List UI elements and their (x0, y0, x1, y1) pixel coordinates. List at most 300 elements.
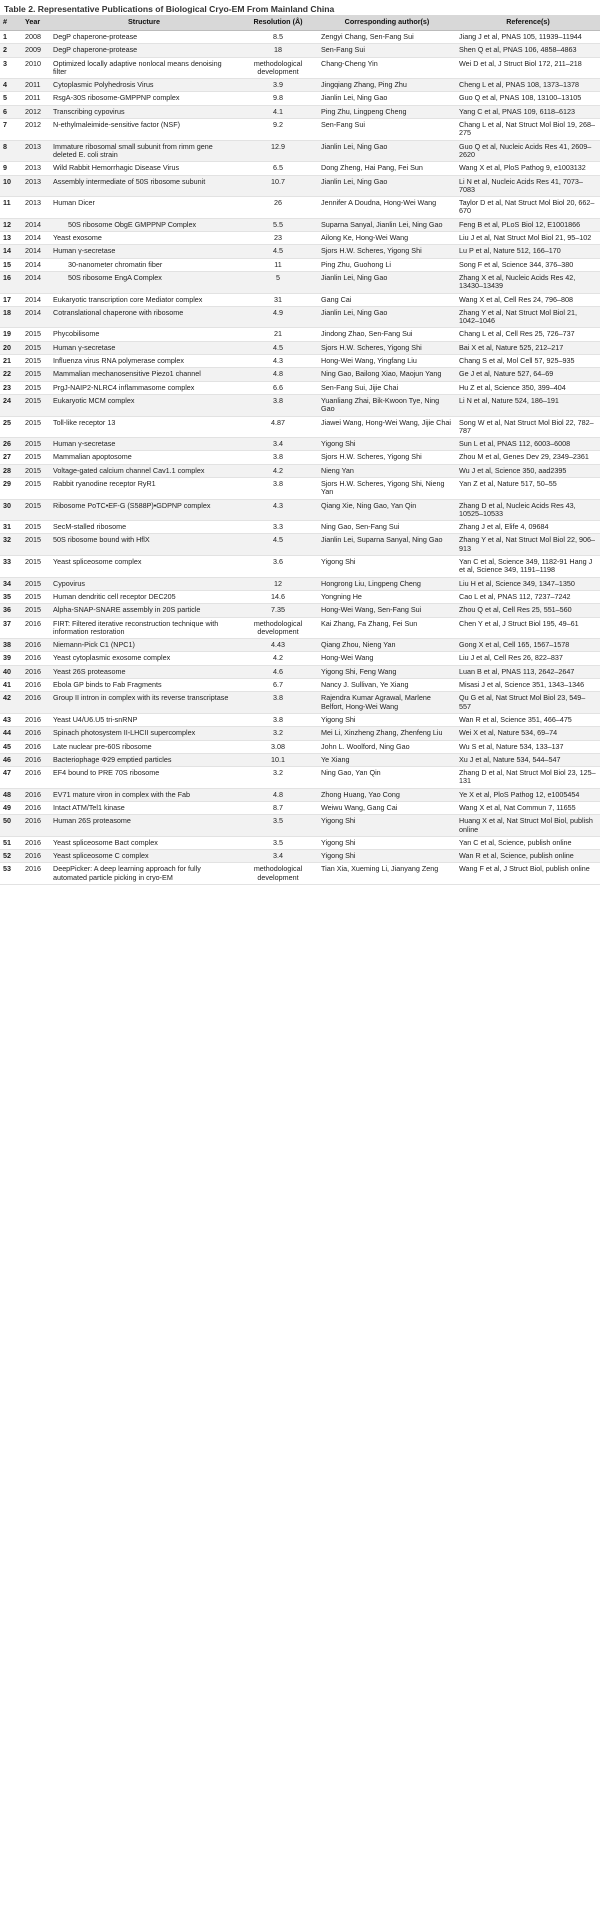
row-resolution: 4.6 (238, 665, 318, 678)
row-resolution: 10.7 (238, 175, 318, 197)
row-reference: Sun L et al, PNAS 112, 6003–6008 (456, 438, 600, 451)
row-number: 1 (0, 31, 22, 44)
row-resolution: 5 (238, 271, 318, 293)
table-row (0, 802, 600, 815)
row-authors: Jianlin Lei, Ning Gao (318, 140, 456, 162)
row-year: 2016 (22, 788, 50, 801)
row-resolution: 3.8 (238, 477, 318, 499)
row-reference: Taylor D et al, Nat Struct Mol Biol 20, 662–670 (456, 197, 600, 219)
row-structure: 50S ribosome bound with HflX (50, 534, 238, 556)
row-reference: Chang L et al, Cell Res 25, 726–737 (456, 328, 600, 341)
row-structure: Influenza virus RNA polymerase complex (50, 355, 238, 368)
row-structure: Immature ribosomal small subunit from rimm gene deleted E. coli strain (50, 140, 238, 162)
header-year: Year (22, 15, 50, 31)
row-year: 2016 (22, 639, 50, 652)
row-year: 2012 (22, 119, 50, 141)
row-structure: DegP chaperone-protease (50, 44, 238, 57)
row-structure: Human γ-secretase (50, 341, 238, 354)
row-number: 24 (0, 394, 22, 416)
row-authors: Sen-Fang Sui (318, 44, 456, 57)
row-year: 2015 (22, 381, 50, 394)
row-number: 6 (0, 105, 22, 118)
row-year: 2015 (22, 464, 50, 477)
row-authors: Gang Cai (318, 293, 456, 306)
row-year: 2008 (22, 31, 50, 44)
row-structure: 30-nanometer chromatin fiber (50, 258, 238, 271)
row-number: 42 (0, 692, 22, 714)
row-year: 2016 (22, 753, 50, 766)
header-reference: Reference(s) (456, 15, 600, 31)
table-row (0, 740, 600, 753)
row-resolution: 9.8 (238, 92, 318, 105)
row-year: 2016 (22, 692, 50, 714)
row-resolution: 4.2 (238, 652, 318, 665)
table-row (0, 451, 600, 464)
row-structure: Cotranslational chaperone with ribosome (50, 306, 238, 328)
header-authors: Corresponding author(s) (318, 15, 456, 31)
row-authors: Yuanliang Zhai, Bik-Kwoon Tye, Ning Gao (318, 394, 456, 416)
row-structure: FIRT: Filtered iterative reconstruction technique with information restoration (50, 617, 238, 639)
row-number: 2 (0, 44, 22, 57)
table-row (0, 218, 600, 231)
row-number: 36 (0, 604, 22, 617)
row-resolution: 12.9 (238, 140, 318, 162)
row-year: 2014 (22, 258, 50, 271)
row-resolution: 3.2 (238, 727, 318, 740)
row-structure: Group II intron in complex with its reverse transcriptase (50, 692, 238, 714)
row-number: 49 (0, 802, 22, 815)
table-row (0, 850, 600, 863)
row-authors: Hong-Wei Wang (318, 652, 456, 665)
row-year: 2016 (22, 679, 50, 692)
table-row (0, 713, 600, 726)
table-row (0, 140, 600, 162)
row-reference: Song W et al, Nat Struct Mol Biol 22, 782–787 (456, 416, 600, 438)
row-structure: Ribosome PoTC•EF-G (S588P)•GDPNP complex (50, 499, 238, 521)
row-reference: Wan R et al, Science 351, 466–475 (456, 713, 600, 726)
table-row (0, 162, 600, 175)
row-number: 10 (0, 175, 22, 197)
row-number: 12 (0, 218, 22, 231)
row-structure: Mammalian apoptosome (50, 451, 238, 464)
row-year: 2010 (22, 57, 50, 79)
row-structure: EV71 mature viron in complex with the Fab (50, 788, 238, 801)
table-row (0, 679, 600, 692)
row-authors: Chang-Cheng Yin (318, 57, 456, 79)
row-authors: Ning Gao, Sen-Fang Sui (318, 521, 456, 534)
row-reference: Luan B et al, PNAS 113, 2642–2647 (456, 665, 600, 678)
row-authors: Mei Li, Xinzheng Zhang, Zhenfeng Liu (318, 727, 456, 740)
row-authors: Nancy J. Sullivan, Ye Xiang (318, 679, 456, 692)
row-year: 2015 (22, 451, 50, 464)
row-number: 23 (0, 381, 22, 394)
row-structure: Yeast 26S proteasome (50, 665, 238, 678)
table-row (0, 175, 600, 197)
row-reference: Wang X et al, Cell Res 24, 796–808 (456, 293, 600, 306)
row-number: 44 (0, 727, 22, 740)
table-row (0, 341, 600, 354)
row-number: 22 (0, 368, 22, 381)
row-year: 2015 (22, 416, 50, 438)
row-authors: Dong Zheng, Hai Pang, Fei Sun (318, 162, 456, 175)
row-resolution: 3.9 (238, 79, 318, 92)
table-row (0, 438, 600, 451)
row-reference: Qu G et al, Nat Struct Mol Biol 23, 549–557 (456, 692, 600, 714)
row-structure: Ebola GP binds to Fab Fragments (50, 679, 238, 692)
row-reference: Misasi J et al, Science 351, 1343–1346 (456, 679, 600, 692)
row-resolution: 4.8 (238, 788, 318, 801)
row-reference: Lu P et al, Nature 512, 166–170 (456, 245, 600, 258)
row-year: 2016 (22, 727, 50, 740)
row-authors: Yigong Shi (318, 556, 456, 578)
row-year: 2015 (22, 534, 50, 556)
row-resolution: 10.1 (238, 753, 318, 766)
row-resolution: 23 (238, 232, 318, 245)
row-number: 45 (0, 740, 22, 753)
table-row (0, 232, 600, 245)
row-resolution: 3.6 (238, 556, 318, 578)
row-resolution: 3.08 (238, 740, 318, 753)
row-resolution: 26 (238, 197, 318, 219)
row-number: 26 (0, 438, 22, 451)
row-resolution: 3.4 (238, 438, 318, 451)
table-row (0, 604, 600, 617)
row-structure: Optimized locally adaptive nonlocal means denoising filter (50, 57, 238, 79)
row-resolution: 4.2 (238, 464, 318, 477)
table-row (0, 44, 600, 57)
row-reference: Xu J et al, Nature 534, 544–547 (456, 753, 600, 766)
table-row (0, 665, 600, 678)
row-authors: Jiawei Wang, Hong-Wei Wang, Jijie Chai (318, 416, 456, 438)
row-year: 2016 (22, 713, 50, 726)
row-reference: Liu J et al, Nat Struct Mol Biol 21, 95–102 (456, 232, 600, 245)
row-number: 38 (0, 639, 22, 652)
row-structure: Niemann-Pick C1 (NPC1) (50, 639, 238, 652)
table-row (0, 328, 600, 341)
row-structure: Assembly intermediate of 50S ribosome subunit (50, 175, 238, 197)
row-resolution: 3.2 (238, 767, 318, 789)
row-authors: Yigong Shi (318, 836, 456, 849)
row-reference: Yang C et al, PNAS 109, 6118–6123 (456, 105, 600, 118)
table-row (0, 245, 600, 258)
row-reference: Chang L et al, Nat Struct Mol Biol 19, 268–275 (456, 119, 600, 141)
row-reference: Zhou Q et al, Cell Res 25, 551–560 (456, 604, 600, 617)
row-resolution: 7.35 (238, 604, 318, 617)
row-structure: Bacteriophage Φ29 emptied particles (50, 753, 238, 766)
row-number: 28 (0, 464, 22, 477)
row-resolution: 6.7 (238, 679, 318, 692)
row-reference: Zhang Y et al, Nat Struct Mol Biol 22, 906–913 (456, 534, 600, 556)
row-authors: Hong-Wei Wang, Yingfang Liu (318, 355, 456, 368)
row-resolution: 21 (238, 328, 318, 341)
row-year: 2015 (22, 438, 50, 451)
row-structure: Wild Rabbit Hemorrhagic Disease Virus (50, 162, 238, 175)
row-authors: Sjors H.W. Scheres, Yigong Shi (318, 245, 456, 258)
table-row (0, 863, 600, 885)
row-structure: Eukaryotic MCM complex (50, 394, 238, 416)
row-reference: Hu Z et al, Science 350, 399–404 (456, 381, 600, 394)
row-authors: Ailong Ke, Hong-Wei Wang (318, 232, 456, 245)
row-authors: Ye Xiang (318, 753, 456, 766)
row-year: 2016 (22, 836, 50, 849)
row-reference: Cheng L et al, PNAS 108, 1373–1378 (456, 79, 600, 92)
row-resolution: 3.5 (238, 836, 318, 849)
row-year: 2016 (22, 617, 50, 639)
row-year: 2013 (22, 175, 50, 197)
row-reference: Guo Q et al, Nucleic Acids Res 41, 2609–2620 (456, 140, 600, 162)
table-row (0, 119, 600, 141)
row-reference: Wu J et al, Science 350, aad2395 (456, 464, 600, 477)
table-row (0, 815, 600, 837)
row-year: 2011 (22, 79, 50, 92)
row-number: 11 (0, 197, 22, 219)
table-row (0, 258, 600, 271)
row-number: 41 (0, 679, 22, 692)
row-year: 2012 (22, 105, 50, 118)
row-resolution: 4.5 (238, 341, 318, 354)
row-reference: Li N et al, Nucleic Acids Res 41, 7073–7083 (456, 175, 600, 197)
row-resolution: 6.5 (238, 162, 318, 175)
row-authors: Jennifer A Doudna, Hong-Wei Wang (318, 197, 456, 219)
row-structure: Yeast spliceosome C complex (50, 850, 238, 863)
table-row (0, 477, 600, 499)
row-year: 2011 (22, 92, 50, 105)
row-reference: Liu J et al, Cell Res 26, 822–837 (456, 652, 600, 665)
row-number: 39 (0, 652, 22, 665)
row-resolution: 3.8 (238, 451, 318, 464)
row-year: 2016 (22, 740, 50, 753)
row-structure: SecM-stalled ribosome (50, 521, 238, 534)
row-resolution: methodological development (238, 617, 318, 639)
row-structure: Late nuclear pre-60S ribosome (50, 740, 238, 753)
row-reference: Wu S et al, Nature 534, 133–137 (456, 740, 600, 753)
row-reference: Bai X et al, Nature 525, 212–217 (456, 341, 600, 354)
row-structure: Mammalian mechanosensitive Piezo1 channel (50, 368, 238, 381)
row-number: 21 (0, 355, 22, 368)
row-resolution: 3.8 (238, 394, 318, 416)
row-number: 47 (0, 767, 22, 789)
row-year: 2009 (22, 44, 50, 57)
row-reference: Zhang J et al, Elife 4, 09684 (456, 521, 600, 534)
row-resolution: 4.9 (238, 306, 318, 328)
row-resolution: 3.8 (238, 692, 318, 714)
row-resolution: 4.5 (238, 245, 318, 258)
table-row (0, 92, 600, 105)
row-year: 2016 (22, 652, 50, 665)
row-authors: Ning Gao, Bailong Xiao, Maojun Yang (318, 368, 456, 381)
row-resolution: 5.5 (238, 218, 318, 231)
row-number: 48 (0, 788, 22, 801)
row-resolution: 4.3 (238, 499, 318, 521)
row-structure: Cytoplasmic Polyhedrosis Virus (50, 79, 238, 92)
row-year: 2014 (22, 306, 50, 328)
table-row (0, 381, 600, 394)
table-row (0, 534, 600, 556)
row-number: 13 (0, 232, 22, 245)
row-resolution: 3.4 (238, 850, 318, 863)
table-row (0, 590, 600, 603)
table-row (0, 105, 600, 118)
row-year: 2015 (22, 328, 50, 341)
row-year: 2015 (22, 577, 50, 590)
row-year: 2013 (22, 197, 50, 219)
table-row (0, 727, 600, 740)
row-number: 30 (0, 499, 22, 521)
row-number: 33 (0, 556, 22, 578)
row-authors: Sjors H.W. Scheres, Yigong Shi, Nieng Yan (318, 477, 456, 499)
row-number: 19 (0, 328, 22, 341)
row-structure: 50S ribosome ObgE GMPPNP Complex (50, 218, 238, 231)
row-reference: Cao L et al, PNAS 112, 7237–7242 (456, 590, 600, 603)
row-number: 14 (0, 245, 22, 258)
row-number: 51 (0, 836, 22, 849)
row-year: 2013 (22, 140, 50, 162)
table-body (0, 31, 600, 885)
row-number: 52 (0, 850, 22, 863)
row-authors: Sen-Fang Sui, Jijie Chai (318, 381, 456, 394)
row-resolution: 18 (238, 44, 318, 57)
row-reference: Shen Q et al, PNAS 106, 4858–4863 (456, 44, 600, 57)
row-number: 20 (0, 341, 22, 354)
row-year: 2014 (22, 245, 50, 258)
row-authors: Sjors H.W. Scheres, Yigong Shi (318, 451, 456, 464)
row-structure: 50S ribosome EngA Complex (50, 271, 238, 293)
row-year: 2015 (22, 521, 50, 534)
row-number: 17 (0, 293, 22, 306)
row-structure: Transcribing cypovirus (50, 105, 238, 118)
row-reference: Ge J et al, Nature 527, 64–69 (456, 368, 600, 381)
row-reference: Zhang D et al, Nucleic Acids Res 43, 10525–10533 (456, 499, 600, 521)
row-resolution: 12 (238, 577, 318, 590)
table-row (0, 788, 600, 801)
table-row (0, 79, 600, 92)
table-row (0, 836, 600, 849)
header-resolution: Resolution (Å) (238, 15, 318, 31)
table-row (0, 577, 600, 590)
row-resolution: 6.6 (238, 381, 318, 394)
row-number: 46 (0, 753, 22, 766)
row-number: 50 (0, 815, 22, 837)
row-reference: Chen Y et al, J Struct Biol 195, 49–61 (456, 617, 600, 639)
table-row (0, 639, 600, 652)
row-authors: Yigong Shi, Feng Wang (318, 665, 456, 678)
row-authors: Tian Xia, Xueming Li, Jianyang Zeng (318, 863, 456, 885)
table-row (0, 355, 600, 368)
row-authors: Jianlin Lei, Ning Gao (318, 271, 456, 293)
row-authors: Yigong Shi (318, 438, 456, 451)
row-number: 40 (0, 665, 22, 678)
row-authors: Suparna Sanyal, Jianlin Lei, Ning Gao (318, 218, 456, 231)
header-structure: Structure (50, 15, 238, 31)
row-structure: DeepPicker: A deep learning approach for fully automated particle picking in cryo-EM (50, 863, 238, 885)
table-header (0, 15, 600, 31)
row-structure: Rabbit ryanodine receptor RyR1 (50, 477, 238, 499)
row-resolution: 4.5 (238, 534, 318, 556)
row-reference: Zhang D et al, Nat Struct Mol Biol 23, 125–131 (456, 767, 600, 789)
row-year: 2015 (22, 355, 50, 368)
row-year: 2016 (22, 767, 50, 789)
row-reference: Song F et al, Science 344, 376–380 (456, 258, 600, 271)
row-authors: Jingqiang Zhang, Ping Zhu (318, 79, 456, 92)
table-row (0, 556, 600, 578)
row-structure: PrgJ-NAIP2-NLRC4 inflammasome complex (50, 381, 238, 394)
row-authors: Jianlin Lei, Ning Gao (318, 92, 456, 105)
row-authors: Ping Zhu, Guohong Li (318, 258, 456, 271)
row-number: 7 (0, 119, 22, 141)
table-row (0, 271, 600, 293)
row-year: 2015 (22, 499, 50, 521)
row-authors: Ping Zhu, Lingpeng Cheng (318, 105, 456, 118)
table-row (0, 31, 600, 44)
row-number: 25 (0, 416, 22, 438)
row-authors: Yigong Shi (318, 850, 456, 863)
header-num: # (0, 15, 22, 31)
row-authors: Yongning He (318, 590, 456, 603)
row-resolution: 9.2 (238, 119, 318, 141)
table-row (0, 57, 600, 79)
row-year: 2015 (22, 477, 50, 499)
row-authors: Jindong Zhao, Sen-Fang Sui (318, 328, 456, 341)
row-resolution: 4.43 (238, 639, 318, 652)
row-structure: Voltage-gated calcium channel Cav1.1 complex (50, 464, 238, 477)
row-authors: Yigong Shi (318, 713, 456, 726)
row-authors: Zhong Huang, Yao Cong (318, 788, 456, 801)
row-structure: DegP chaperone-protease (50, 31, 238, 44)
row-authors: Zengyi Chang, Sen-Fang Sui (318, 31, 456, 44)
row-reference: Wang F et al, J Struct Biol, publish online (456, 863, 600, 885)
row-reference: Yan C et al, Science 349, 1182-91 Hang J et al, Science 349, 1191–1198 (456, 556, 600, 578)
table-row (0, 306, 600, 328)
row-reference: Wang X et al, Nat Commun 7, 11655 (456, 802, 600, 815)
row-structure: Spinach photosystem II-LHCII supercomplex (50, 727, 238, 740)
publications-table (0, 15, 600, 885)
row-authors: Qiang Xie, Ning Gao, Yan Qin (318, 499, 456, 521)
row-reference: Ye X et al, PloS Pathog 12, e1005454 (456, 788, 600, 801)
row-year: 2013 (22, 162, 50, 175)
row-reference: Zhang Y et al, Nat Struct Mol Biol 21, 1042–1046 (456, 306, 600, 328)
table-caption: Table 2. Representative Publications of Biological Cryo-EM From Mainland China (4, 4, 335, 14)
row-reference: Yan C et al, Science, publish online (456, 836, 600, 849)
row-reference: Wei D et al, J Struct Biol 172, 211–218 (456, 57, 600, 79)
row-resolution: 4.87 (238, 416, 318, 438)
row-structure: Human γ-secretase (50, 438, 238, 451)
row-number: 27 (0, 451, 22, 464)
row-number: 34 (0, 577, 22, 590)
row-number: 5 (0, 92, 22, 105)
row-year: 2015 (22, 590, 50, 603)
row-number: 37 (0, 617, 22, 639)
row-authors: Kai Zhang, Fa Zhang, Fei Sun (318, 617, 456, 639)
row-structure: Yeast spliceosome Bact complex (50, 836, 238, 849)
row-year: 2015 (22, 368, 50, 381)
row-number: 18 (0, 306, 22, 328)
row-authors: Ning Gao, Yan Qin (318, 767, 456, 789)
table-row (0, 416, 600, 438)
row-authors: Yigong Shi (318, 815, 456, 837)
row-year: 2015 (22, 556, 50, 578)
table-row (0, 767, 600, 789)
row-structure: Eukaryotic transcription core Mediator complex (50, 293, 238, 306)
row-number: 8 (0, 140, 22, 162)
row-reference: Huang X et al, Nat Struct Mol Biol, publish online (456, 815, 600, 837)
row-number: 53 (0, 863, 22, 885)
table-row (0, 197, 600, 219)
row-resolution: 8.7 (238, 802, 318, 815)
row-reference: Jiang J et al, PNAS 105, 11939–11944 (456, 31, 600, 44)
table-row (0, 464, 600, 477)
row-year: 2016 (22, 802, 50, 815)
row-authors: Weiwu Wang, Gang Cai (318, 802, 456, 815)
